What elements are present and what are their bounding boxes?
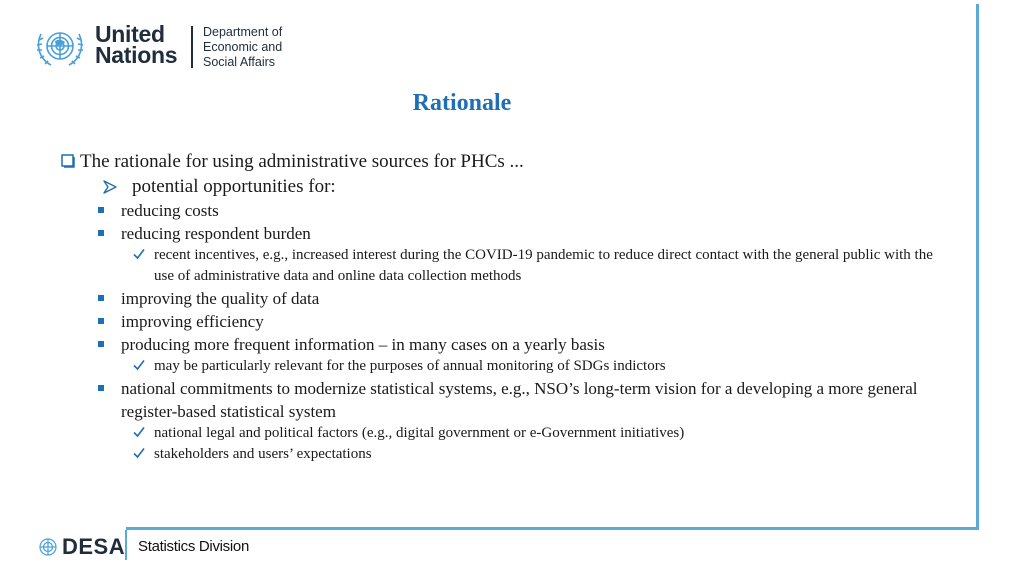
main-point — [60, 150, 940, 174]
hollow-square-bullet-icon — [61, 154, 75, 168]
checkmark-icon — [133, 426, 145, 438]
list-item — [60, 222, 940, 245]
un-name-line2: Nations — [95, 42, 178, 68]
checkmark-icon — [133, 447, 145, 459]
check-item — [60, 444, 940, 465]
checkmark-icon — [133, 359, 145, 371]
list-item — [60, 377, 940, 423]
list-item — [60, 199, 940, 222]
square-bullet-icon — [98, 207, 104, 213]
footer-divider — [125, 530, 127, 560]
desa-wordmark: DESA — [62, 534, 126, 559]
check-item — [60, 245, 940, 287]
list-item-text: reducing costs — [121, 201, 219, 220]
slide-title: Rationale — [412, 90, 512, 116]
sub-point-text: potential opportunities for: — [132, 176, 336, 197]
un-emblem-icon — [33, 24, 87, 70]
check-item — [60, 356, 940, 377]
list-item-text: producing more frequent information – in many cases on a yearly basis — [121, 335, 605, 354]
list-item-text: improving efficiency — [121, 312, 264, 331]
un-name-line1: United — [95, 21, 165, 47]
logo-divider — [191, 26, 193, 68]
un-desa-logo — [33, 22, 313, 74]
sub-point — [60, 174, 940, 199]
dept-line3: Social Affairs — [203, 55, 276, 69]
statistics-division-label: Statistics Division — [138, 538, 249, 555]
dept-line1: Department of — [203, 25, 283, 39]
check-item-text: may be particularly relevant for the purposes of annual monitoring of SDGs indictors — [154, 358, 666, 374]
un-emblem-small-icon — [37, 536, 59, 558]
dept-line2: Economic and — [203, 40, 283, 54]
square-bullet-icon — [98, 385, 104, 391]
list-item-text: national commitments to modernize statistical systems, e.g., NSO’s long-term vision for a developing a more general register-based statistical system — [121, 379, 918, 421]
check-item-text: stakeholders and users’ expectations — [154, 446, 372, 462]
main-point-text: The rationale for using administrative sources for PHCs ... — [80, 151, 524, 172]
list-item-text: improving the quality of data — [121, 289, 320, 308]
check-item — [60, 423, 940, 444]
check-item-text: national legal and political factors (e.g., digital government or e-Government initiatives) — [154, 425, 685, 441]
square-bullet-icon — [98, 318, 104, 324]
slide-frame-bottom — [126, 527, 979, 530]
department-name — [203, 25, 282, 70]
arrow-bullet-icon — [103, 180, 117, 194]
square-bullet-icon — [98, 295, 104, 301]
list-item — [60, 287, 940, 310]
square-bullet-icon — [98, 341, 104, 347]
slide-frame-right — [976, 4, 979, 530]
list-item — [60, 310, 940, 333]
check-item-text: recent incentives, e.g., increased interest during the COVID-19 pandemic to reduce direct contact with the general public with the use of administrative data and online data collection methods — [154, 247, 933, 284]
un-name — [95, 21, 178, 68]
slide-content — [60, 150, 940, 465]
square-bullet-icon — [98, 230, 104, 236]
list-item — [60, 333, 940, 356]
list-item-text: reducing respondent burden — [121, 224, 311, 243]
checkmark-icon — [133, 248, 145, 260]
